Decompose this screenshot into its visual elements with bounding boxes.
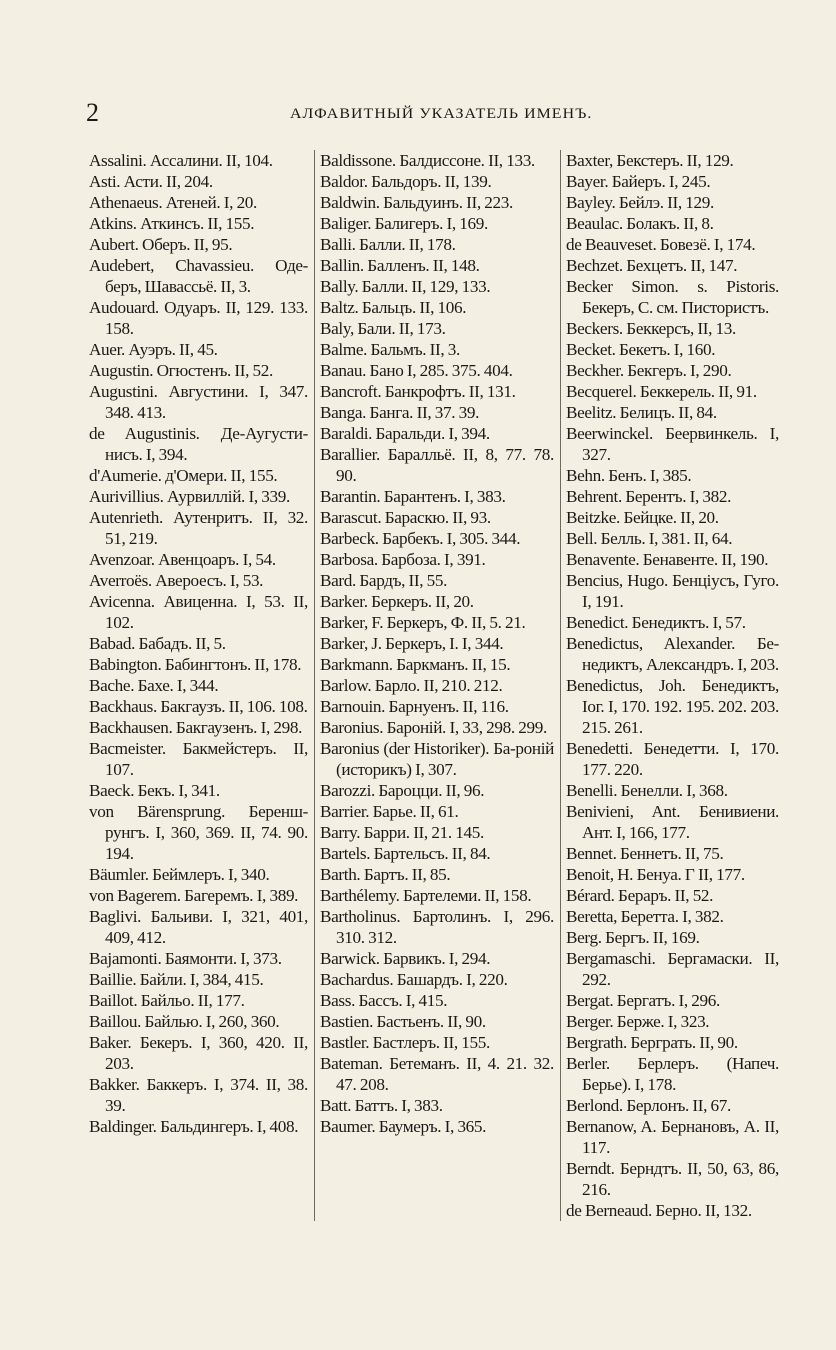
index-entry: Baker. Бекеръ. I, 360, 420. II, 203. — [89, 1033, 308, 1073]
index-entry: Averroës. Авероесъ. I, 53. — [89, 571, 264, 590]
index-entry: Augustini. Августини. I, 347. 348. 413. — [89, 382, 308, 422]
index-entry: Backhaus. Бакгаузъ. II, 106. 108. — [89, 697, 308, 716]
index-entry: Avicenna. Авиценна. I, 53. II, 102. — [89, 592, 308, 632]
index-entry: Bencius, Hugo. Бенціусъ, Гуго. I, 191. — [566, 571, 779, 611]
index-entry: Bernanow, A. Бернановъ, А. II, 117. — [566, 1117, 779, 1157]
index-entry: Bakker. Баккеръ. I, 374. II, 38. 39. — [89, 1075, 308, 1115]
index-entry: Barry. Барри. II, 21. 145. — [320, 823, 484, 842]
index-entry: Bäumler. Беймлеръ. I, 340. — [89, 865, 270, 884]
index-entry: Babington. Бабингтонъ. II, 178. — [89, 655, 302, 674]
index-entry: Baliger. Балигеръ. I, 169. — [320, 214, 488, 233]
index-entry: Beckher. Бекгеръ. I, 290. — [566, 361, 732, 380]
index-entry: Bartholinus. Бартолинъ. I, 296. 310. 312. — [320, 907, 554, 947]
index-entry: Balli. Балли. II, 178. — [320, 235, 456, 254]
index-column-1 — [89, 150, 315, 1221]
index-entry: Bartels. Бартельсъ. II, 84. — [320, 844, 491, 863]
index-entry: Baronius. Бароній. I, 33, 298. 299. — [320, 718, 547, 737]
index-entry: Bastien. Бастьенъ. II, 90. — [320, 1012, 486, 1031]
index-entry: von Bagerem. Багеремъ. I, 389. — [89, 886, 299, 905]
index-entry: de Beauveset. Бовезё. I, 174. — [566, 235, 756, 254]
index-entry: Benoit, H. Бенуа. Г II, 177. — [566, 865, 745, 884]
index-entry: Berler. Берлеръ. (Напеч. Берье). I, 178. — [566, 1054, 779, 1094]
index-entry: Banga. Банга. II, 37. 39. — [320, 403, 480, 422]
index-entry: Assalini. Ассалини. II, 104. — [89, 151, 273, 170]
index-entry: Baillot. Байльо. II, 177. — [89, 991, 245, 1010]
index-entry: Berlond. Берлонъ. II, 67. — [566, 1096, 731, 1115]
index-entry: Ballin. Балленъ. II, 148. — [320, 256, 480, 275]
index-entry: Bergrath. Берграть. II, 90. — [566, 1033, 738, 1052]
index-entry: Baldwin. Бальдуинъ. II, 223. — [320, 193, 513, 212]
index-entry: Berger. Берже. I, 323. — [566, 1012, 710, 1031]
index-entry: Baillou. Байлью. I, 260, 360. — [89, 1012, 280, 1031]
index-entry: Barnouin. Барнуенъ. II, 116. — [320, 697, 509, 716]
index-entry: Baldinger. Бальдингеръ. I, 408. — [89, 1117, 299, 1136]
index-entry: Baglivi. Бальиви. I, 321, 401, 409, 412. — [89, 907, 308, 947]
index-entry: Autenrieth. Аутенритъ. II, 32. 51, 219. — [89, 508, 308, 548]
index-entry: Behrent. Берентъ. I, 382. — [566, 487, 732, 506]
index-entry: Audouard. Одуаръ. II, 129. 133. 158. — [89, 298, 308, 338]
index-entry: Becker Simon. s. Pistoris. Бекеръ, С. см. Пистористъ. — [566, 277, 779, 317]
index-entry: d'Aumerie. д'Омери. II, 155. — [89, 466, 278, 485]
index-entry: Barantin. Барантенъ. I, 383. — [320, 487, 506, 506]
index-entry: Bergamaschi. Бергамаски. II, 292. — [566, 949, 779, 989]
index-entry: Barker, F. Беркеръ, Ф. II, 5. 21. — [320, 613, 526, 632]
index-entry: Barrier. Барье. II, 61. — [320, 802, 459, 821]
index-entry: Baillie. Байли. I, 384, 415. — [89, 970, 264, 989]
index-entry: Bally. Балли. II, 129, 133. — [320, 277, 491, 296]
index-entry: Bastler. Бастлеръ. II, 155. — [320, 1033, 490, 1052]
index-entry: Barascut. Бараскю. II, 93. — [320, 508, 491, 527]
index-entry: Berndt. Берндтъ. II, 50, 63, 86, 216. — [566, 1159, 779, 1199]
index-entry: Benedictus, Joh. Бенедиктъ, Іог. I, 170. 192. 195. 202. 203. 215. 261. — [566, 676, 779, 737]
index-entry: Baxter, Бекстеръ. II, 129. — [566, 151, 734, 170]
index-entry: von Bärensprung. Беренш-рунгъ. I, 360, 369. II, 74. 90. 194. — [89, 802, 308, 863]
index-entry: Beaulac. Болакъ. II, 8. — [566, 214, 714, 233]
index-entry: Asti. Асти. II, 204. — [89, 172, 213, 191]
index-entry: Babad. Бабадъ. II, 5. — [89, 634, 226, 653]
index-entry: Baldissone. Балдиссоне. II, 133. — [320, 151, 535, 170]
index-entry: Barthélemy. Бартелеми. II, 158. — [320, 886, 532, 905]
index-column-2 — [315, 150, 561, 1221]
index-entry: Barker, J. Беркеръ, I. I, 344. — [320, 634, 504, 653]
index-entry: Avenzoar. Авенцоаръ. I, 54. — [89, 550, 276, 569]
index-entry: Beretta, Беретта. I, 382. — [566, 907, 724, 926]
index-entry: Audebert, Chavassieu. Оде-беръ, Шавассьё. II, 3. — [89, 256, 308, 296]
index-entry: Bayley. Бейлэ. II, 129. — [566, 193, 714, 212]
index-entry: Beelitz. Белицъ. II, 84. — [566, 403, 717, 422]
index-entry: Bell. Белль. I, 381. II, 64. — [566, 529, 733, 548]
index-entry: de Augustinis. Де-Аугусти-нисъ. I, 394. — [89, 424, 308, 464]
index-entry: Augustin. Огюстенъ. II, 52. — [89, 361, 273, 380]
index-entry: Atkins. Аткинсъ. II, 155. — [89, 214, 255, 233]
index-entry: Aurivillius. Аурвиллій. I, 339. — [89, 487, 290, 506]
index-entry: Benedetti. Бенедетти. I, 170. 177. 220. — [566, 739, 779, 779]
index-entry: Batt. Баттъ. I, 383. — [320, 1096, 443, 1115]
index-entry: Barallier. Баралльё. II, 8, 77. 78. 90. — [320, 445, 554, 485]
index-entry: Beerwinckel. Беервинкель. I, 327. — [566, 424, 779, 464]
index-entry: Balme. Бальмъ. II, 3. — [320, 340, 460, 359]
index-entry: Barbosa. Барбоза. I, 391. — [320, 550, 486, 569]
index-entry: Beitzke. Бейцке. II, 20. — [566, 508, 719, 527]
index-entry: Bennet. Беннетъ. II, 75. — [566, 844, 724, 863]
index-entry: Barker. Беркеръ. II, 20. — [320, 592, 474, 611]
index-entry: Bateman. Бетеманъ. II, 4. 21. 32. 47. 208. — [320, 1054, 554, 1094]
index-entry: Backhausen. Бакгаузенъ. I, 298. — [89, 718, 303, 737]
index-entry: Baly, Бали. II, 173. — [320, 319, 446, 338]
index-entry: Barozzi. Бароцци. II, 96. — [320, 781, 485, 800]
index-entry: Bajamonti. Баямонти. I, 373. — [89, 949, 282, 968]
index-entry: Baumer. Баумеръ. I, 365. — [320, 1117, 487, 1136]
index-entry: Baraldi. Баральди. I, 394. — [320, 424, 490, 443]
index-columns — [89, 150, 785, 1221]
index-entry: Athenaeus. Атеней. I, 20. — [89, 193, 258, 212]
index-entry: Becket. Бекетъ. I, 160. — [566, 340, 716, 359]
index-entry: Barbeck. Барбекъ. I, 305. 344. — [320, 529, 521, 548]
index-entry: Baldor. Бальдоръ. II, 139. — [320, 172, 492, 191]
index-entry: Benedictus, Alexander. Бе-недиктъ, Александръ. I, 203. — [566, 634, 779, 674]
index-entry: Barwick. Барвикъ. I, 294. — [320, 949, 491, 968]
index-entry: Bard. Бардъ, II, 55. — [320, 571, 448, 590]
index-entry: Bergat. Бергатъ. I, 296. — [566, 991, 720, 1010]
index-entry: Benivieni, Ant. Бенивиени. Ант. I, 166, 177. — [566, 802, 779, 842]
index-entry: Behn. Бенъ. I, 385. — [566, 466, 692, 485]
index-entry: Bancroft. Банкрофтъ. II, 131. — [320, 382, 516, 401]
index-entry: de Berneaud. Берно. II, 132. — [566, 1201, 752, 1220]
index-entry: Becquerel. Беккерель. II, 91. — [566, 382, 757, 401]
index-entry: Bayer. Байеръ. I, 245. — [566, 172, 711, 191]
index-entry: Banau. Бано I, 285. 375. 404. — [320, 361, 513, 380]
index-entry: Auer. Ауэръ. II, 45. — [89, 340, 218, 359]
index-entry: Baltz. Бальцъ. II, 106. — [320, 298, 467, 317]
index-entry: Berg. Бергъ. II, 169. — [566, 928, 700, 947]
index-entry: Barth. Бартъ. II, 85. — [320, 865, 451, 884]
index-entry: Bachardus. Башардъ. I, 220. — [320, 970, 508, 989]
index-entry: Barlow. Барло. II, 210. 212. — [320, 676, 503, 695]
index-entry: Bechzet. Бехцетъ. II, 147. — [566, 256, 738, 275]
index-entry: Baronius (der Historiker). Ба-роній (историкъ) I, 307. — [320, 739, 554, 779]
index-entry: Bache. Бахе. I, 344. — [89, 676, 219, 695]
index-entry: Baeck. Бекъ. I, 341. — [89, 781, 220, 800]
index-entry: Bass. Бассъ. I, 415. — [320, 991, 448, 1010]
index-entry: Barkmann. Баркманъ. II, 15. — [320, 655, 511, 674]
page-number: 2 — [86, 98, 99, 127]
index-entry: Benavente. Бенавенте. II, 190. — [566, 550, 769, 569]
index-entry: Beckers. Беккерсъ, II, 13. — [566, 319, 736, 338]
index-column-3 — [561, 150, 785, 1221]
running-head: АЛФАВИТНЫЙ УКАЗАТЕЛЬ ИМЕНЪ. — [290, 106, 593, 122]
index-entry: Benedict. Бенедиктъ. I, 57. — [566, 613, 746, 632]
index-entry: Bérard. Бераръ. II, 52. — [566, 886, 714, 905]
index-entry: Aubert. Оберъ. II, 95. — [89, 235, 233, 254]
index-entry: Bacmeister. Бакмейстеръ. II, 107. — [89, 739, 308, 779]
index-entry: Benelli. Бенелли. I, 368. — [566, 781, 728, 800]
